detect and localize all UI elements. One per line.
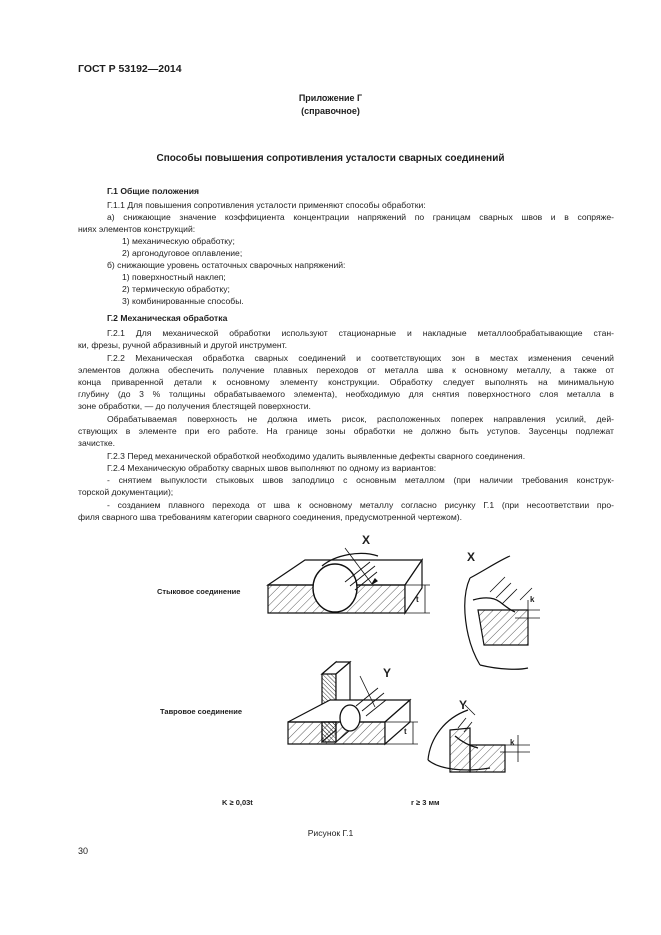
figure-g1 — [0, 530, 661, 825]
paragraph-line: а) снижающие значение коэффициента концентрации напряжений по границам сварных швов и в сопряже- — [107, 212, 614, 222]
paragraph-line: - снятием выпуклости стыковых швов заподлицо с основным металлом (при наличии требования конструк- — [107, 475, 614, 485]
paragraph-line: зачистке. — [78, 438, 116, 448]
dim-k-tee: k — [510, 738, 515, 747]
marker-x-main: X — [362, 533, 371, 547]
paragraph-line: филя сварного шва требованиям категории сварного соединения, предусмотренной чертежом). — [78, 512, 462, 522]
paragraph-line: конца приваренной детали к основному элементу конструкции. Обработку следует выполнять на минимальную — [78, 377, 614, 387]
appendix-title: Приложение Г — [298, 93, 363, 103]
figure-drawing — [0, 530, 661, 825]
paragraph-line: Обрабатываемая поверхность не должна иметь рисок, расположенных поперек направления усилий, дей- — [107, 414, 614, 424]
paragraph-line: Г.2.2 Механическая обработка сварных соединений и соответствующих зон в местах изменения сечений — [107, 353, 614, 363]
section-heading-g1: Г.1 Общие положения — [107, 186, 199, 196]
list-item: 1) механическую обработку; — [122, 236, 235, 246]
label-butt-joint: Стыковое соединение — [157, 587, 241, 596]
paragraph-line: торской документации); — [78, 487, 174, 497]
tee-joint-drawing — [288, 662, 418, 744]
marker-x-detail: X — [467, 550, 476, 564]
formula-r: r ≥ 3 мм — [411, 798, 440, 807]
paragraph-line: Г.2.1 Для механической обработки используют стационарные и накладные металлообрабатывающие стан- — [107, 328, 614, 338]
butt-joint-drawing — [268, 548, 430, 613]
paragraph-line: глубину (до 3 % толщины обрабатываемого элемента), необходимую для снятия поверхностного слоя металла в — [78, 389, 614, 399]
dim-k-butt: k — [530, 595, 535, 604]
paragraph-line: ниях элементов конструкций: — [78, 224, 196, 234]
paragraph-line: - созданием плавного перехода от шва к основному металлу согласно рисунку Г.1 (при несоответствии про- — [107, 500, 614, 510]
paragraph-line: Г.2.3 Перед механической обработкой необходимо удалить выявленные дефекты сварного соединения. — [107, 451, 526, 461]
label-tee-joint: Тавровое соединение — [160, 707, 242, 716]
butt-detail-drawing — [465, 556, 540, 669]
list-item: 3) комбинированные способы. — [122, 296, 244, 306]
paragraph-line: зоне обработки, — до получения блестящей поверхности. — [78, 401, 311, 411]
document-header: ГОСТ Р 53192—2014 — [78, 63, 182, 75]
document-title: Способы повышения сопротивления усталости сварных соединений — [156, 153, 505, 164]
paragraph-line: б) снижающие уровень остаточных сварочных напряжений: — [107, 260, 346, 270]
figure-caption: Рисунок Г.1 — [307, 828, 354, 838]
marker-y-detail: Y — [459, 698, 468, 712]
list-item: 1) поверхностный наклеп; — [122, 272, 226, 282]
dim-t-butt: t — [416, 595, 419, 604]
list-item: 2) термическую обработку; — [122, 284, 230, 294]
paragraph-line: ки, фрезы, ручной абразивный и другой инструмент. — [78, 340, 287, 350]
marker-y-main: Y — [383, 666, 392, 680]
paragraph-line: ствующих в элементе при его работе. На границе зоны обработки не должно быть уступов. Заусенцы подлежат — [78, 426, 614, 436]
paragraph-line: элементов должна обеспечить получение плавных переходов от металла шва к основному металлу, а также от — [78, 365, 614, 375]
appendix-subtitle: (справочное) — [301, 106, 360, 116]
paragraph-line: Г.1.1 Для повышения сопротивления усталости применяют способы обработки: — [107, 200, 426, 210]
section-heading-g2: Г.2 Механическая обработка — [107, 313, 228, 323]
page-number: 30 — [78, 846, 89, 856]
formula-k: K ≥ 0,03t — [222, 798, 253, 807]
list-item: 2) аргонодуговое оплавление; — [122, 248, 243, 258]
tee-detail-drawing — [428, 705, 530, 772]
dim-t-tee: t — [404, 727, 407, 736]
paragraph-line: Г.2.4 Механическую обработку сварных швов выполняют по одному из вариантов: — [107, 463, 437, 473]
